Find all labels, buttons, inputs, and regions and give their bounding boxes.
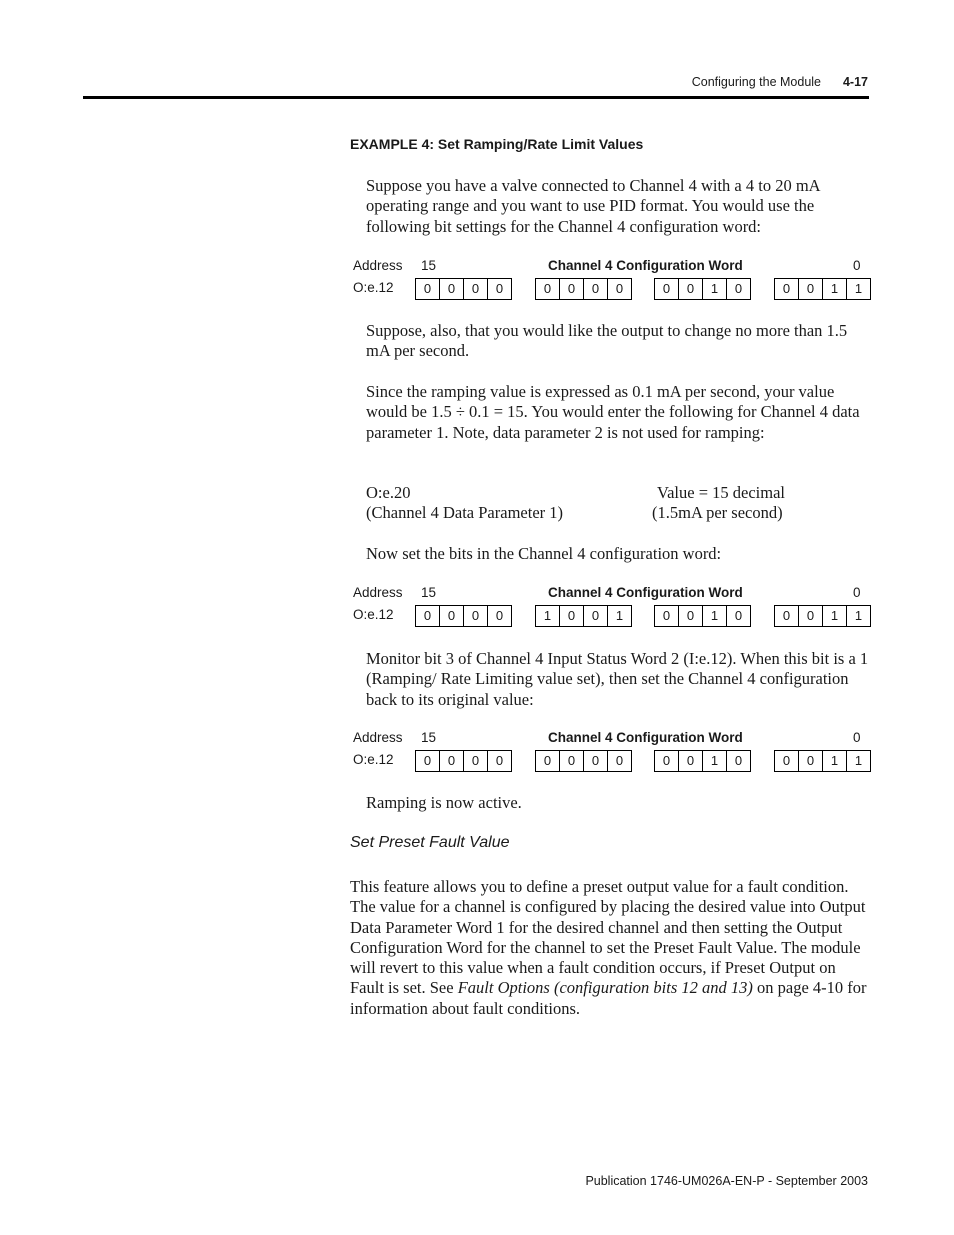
bit-15-label: 15 xyxy=(421,730,437,745)
bit-0-label: 0 xyxy=(853,730,861,745)
bit-cell: 0 xyxy=(799,606,823,626)
bit-cell: 0 xyxy=(584,751,608,771)
bit-cell: 0 xyxy=(615,281,624,296)
bit-cell: 0 xyxy=(560,279,584,299)
bit-cell: 0 xyxy=(679,606,703,626)
paragraph-ramping-active: Ramping is now active. xyxy=(366,793,522,812)
bit-cell: 0 xyxy=(416,606,440,626)
bit-cell: 0 xyxy=(416,751,440,771)
nibble-bits-3-0 xyxy=(774,605,871,627)
word-title: Channel 4 Configuration Word xyxy=(548,730,743,745)
bit-cell: 0 xyxy=(560,606,584,626)
bit-cell: 0 xyxy=(615,753,624,768)
bit-cell: 1 xyxy=(823,279,847,299)
bit-cell: 1 xyxy=(615,608,624,623)
bit-cell: 0 xyxy=(560,751,584,771)
bit-grid xyxy=(415,605,870,627)
paragraph-preset-fault xyxy=(350,877,870,1019)
paragraph-monitor-bit: Monitor bit 3 of Channel 4 Input Status Word 2 (I:e.12). When this bit is a 1 (Ramping/ Rate Limiting value set), then set the Channel 4 configuration back to its original value: xyxy=(366,649,869,709)
config-word-block-2 xyxy=(353,585,871,633)
header-rule xyxy=(83,96,869,99)
nibble-bits-15-12 xyxy=(415,605,512,627)
config-word-block-3 xyxy=(353,730,871,778)
nibble-bits-11-8 xyxy=(535,605,632,627)
preset-text-after: on page 4-10 for information about fault conditions. xyxy=(350,978,867,1018)
data-parameter-value-description: (1.5mA per second) xyxy=(652,503,783,522)
bit-cell: 1 xyxy=(703,606,727,626)
address-label: Address xyxy=(353,730,403,745)
bit-cell: 1 xyxy=(536,606,560,626)
bit-cell: 1 xyxy=(823,751,847,771)
bit-cell: 1 xyxy=(703,279,727,299)
bit-cell: 0 xyxy=(440,751,464,771)
page-number: 4-17 xyxy=(842,75,868,89)
register-label: O:e.12 xyxy=(353,280,394,295)
bit-cell: 1 xyxy=(854,753,863,768)
paragraph-intro: Suppose you have a valve connected to Channel 4 with a 4 to 20 mA operating range and you want to use PID format. You would use the following bit settings for the Channel 4 configuration word: xyxy=(366,176,820,236)
bit-cell: 0 xyxy=(584,606,608,626)
bit-cell: 0 xyxy=(775,751,799,771)
bit-cell: 0 xyxy=(495,608,504,623)
paragraph-ramping-value: Since the ramping value is expressed as 0.1 mA per second, your value would be 1.5 ÷ 0.1 = 15. You would enter the following for Channel 4 data parameter 1. Note, data parameter 2 is not used for ramping: xyxy=(366,382,860,442)
bit-grid xyxy=(415,278,870,300)
bit-cell: 1 xyxy=(854,281,863,296)
bit-cell: 0 xyxy=(734,608,743,623)
bit-cell: 0 xyxy=(775,279,799,299)
nibble-bits-3-0 xyxy=(774,278,871,300)
bit-cell: 0 xyxy=(440,279,464,299)
nibble-bits-15-12 xyxy=(415,750,512,772)
bit-15-label: 15 xyxy=(421,258,437,273)
bit-15-label: 15 xyxy=(421,585,437,600)
word-title: Channel 4 Configuration Word xyxy=(548,258,743,273)
bit-cell: 1 xyxy=(854,608,863,623)
bit-cell: 0 xyxy=(536,751,560,771)
bit-grid xyxy=(415,750,870,772)
nibble-bits-7-4 xyxy=(654,750,751,772)
running-header-title: Configuring the Module xyxy=(691,75,821,89)
nibble-bits-11-8 xyxy=(535,750,632,772)
paragraph-set-bits: Now set the bits in the Channel 4 configuration word: xyxy=(366,544,722,563)
data-parameter-address: O:e.20 xyxy=(366,483,411,502)
bit-cell: 0 xyxy=(464,606,488,626)
bit-cell: 0 xyxy=(655,606,679,626)
bit-cell: 0 xyxy=(775,606,799,626)
bit-cell: 1 xyxy=(823,606,847,626)
section-heading-preset-fault: Set Preset Fault Value xyxy=(350,834,510,851)
preset-text-before: This feature allows you to define a preset output value for a fault condition. The value for a channel is configured by placing the desired value into Output Data Parameter Word 1 for the desired channel and then setting the Output Configuration Word for the channel to set the Preset Fault Value. The module will revert to this value when a fault condition occurs, if Preset Output on Fault is set. See xyxy=(350,877,866,998)
nibble-bits-7-4 xyxy=(654,605,751,627)
nibble-bits-11-8 xyxy=(535,278,632,300)
bit-cell: 0 xyxy=(495,753,504,768)
bit-cell: 0 xyxy=(799,279,823,299)
bit-cell: 0 xyxy=(440,606,464,626)
publication-footer: Publication 1746-UM026A-EN-P - September 2003 xyxy=(585,1174,868,1188)
paragraph-rate: Suppose, also, that you would like the output to change no more than 1.5 mA per second. xyxy=(366,321,848,361)
bit-cell: 0 xyxy=(464,279,488,299)
register-label: O:e.12 xyxy=(353,607,394,622)
nibble-bits-15-12 xyxy=(415,278,512,300)
address-label: Address xyxy=(353,585,403,600)
bit-cell: 0 xyxy=(416,279,440,299)
bit-cell: 0 xyxy=(464,751,488,771)
bit-0-label: 0 xyxy=(853,585,861,600)
bit-cell: 0 xyxy=(495,281,504,296)
bit-cell: 0 xyxy=(679,751,703,771)
bit-cell: 1 xyxy=(703,751,727,771)
fault-options-reference: Fault Options (configuration bits 12 and 13) xyxy=(457,978,753,998)
word-title: Channel 4 Configuration Word xyxy=(548,585,743,600)
bit-cell: 0 xyxy=(734,753,743,768)
bit-0-label: 0 xyxy=(853,258,861,273)
bit-cell: 0 xyxy=(536,279,560,299)
example-title: EXAMPLE 4: Set Ramping/Rate Limit Values xyxy=(350,136,644,152)
address-label: Address xyxy=(353,258,403,273)
bit-cell: 0 xyxy=(799,751,823,771)
data-parameter-value: Value = 15 decimal xyxy=(657,483,785,502)
register-label: O:e.12 xyxy=(353,752,394,767)
config-word-block-1 xyxy=(353,258,871,306)
bit-cell: 0 xyxy=(655,279,679,299)
data-parameter-description: (Channel 4 Data Parameter 1) xyxy=(366,503,564,522)
bit-cell: 0 xyxy=(734,281,743,296)
nibble-bits-3-0 xyxy=(774,750,871,772)
nibble-bits-7-4 xyxy=(654,278,751,300)
bit-cell: 0 xyxy=(679,279,703,299)
bit-cell: 0 xyxy=(584,279,608,299)
bit-cell: 0 xyxy=(655,751,679,771)
